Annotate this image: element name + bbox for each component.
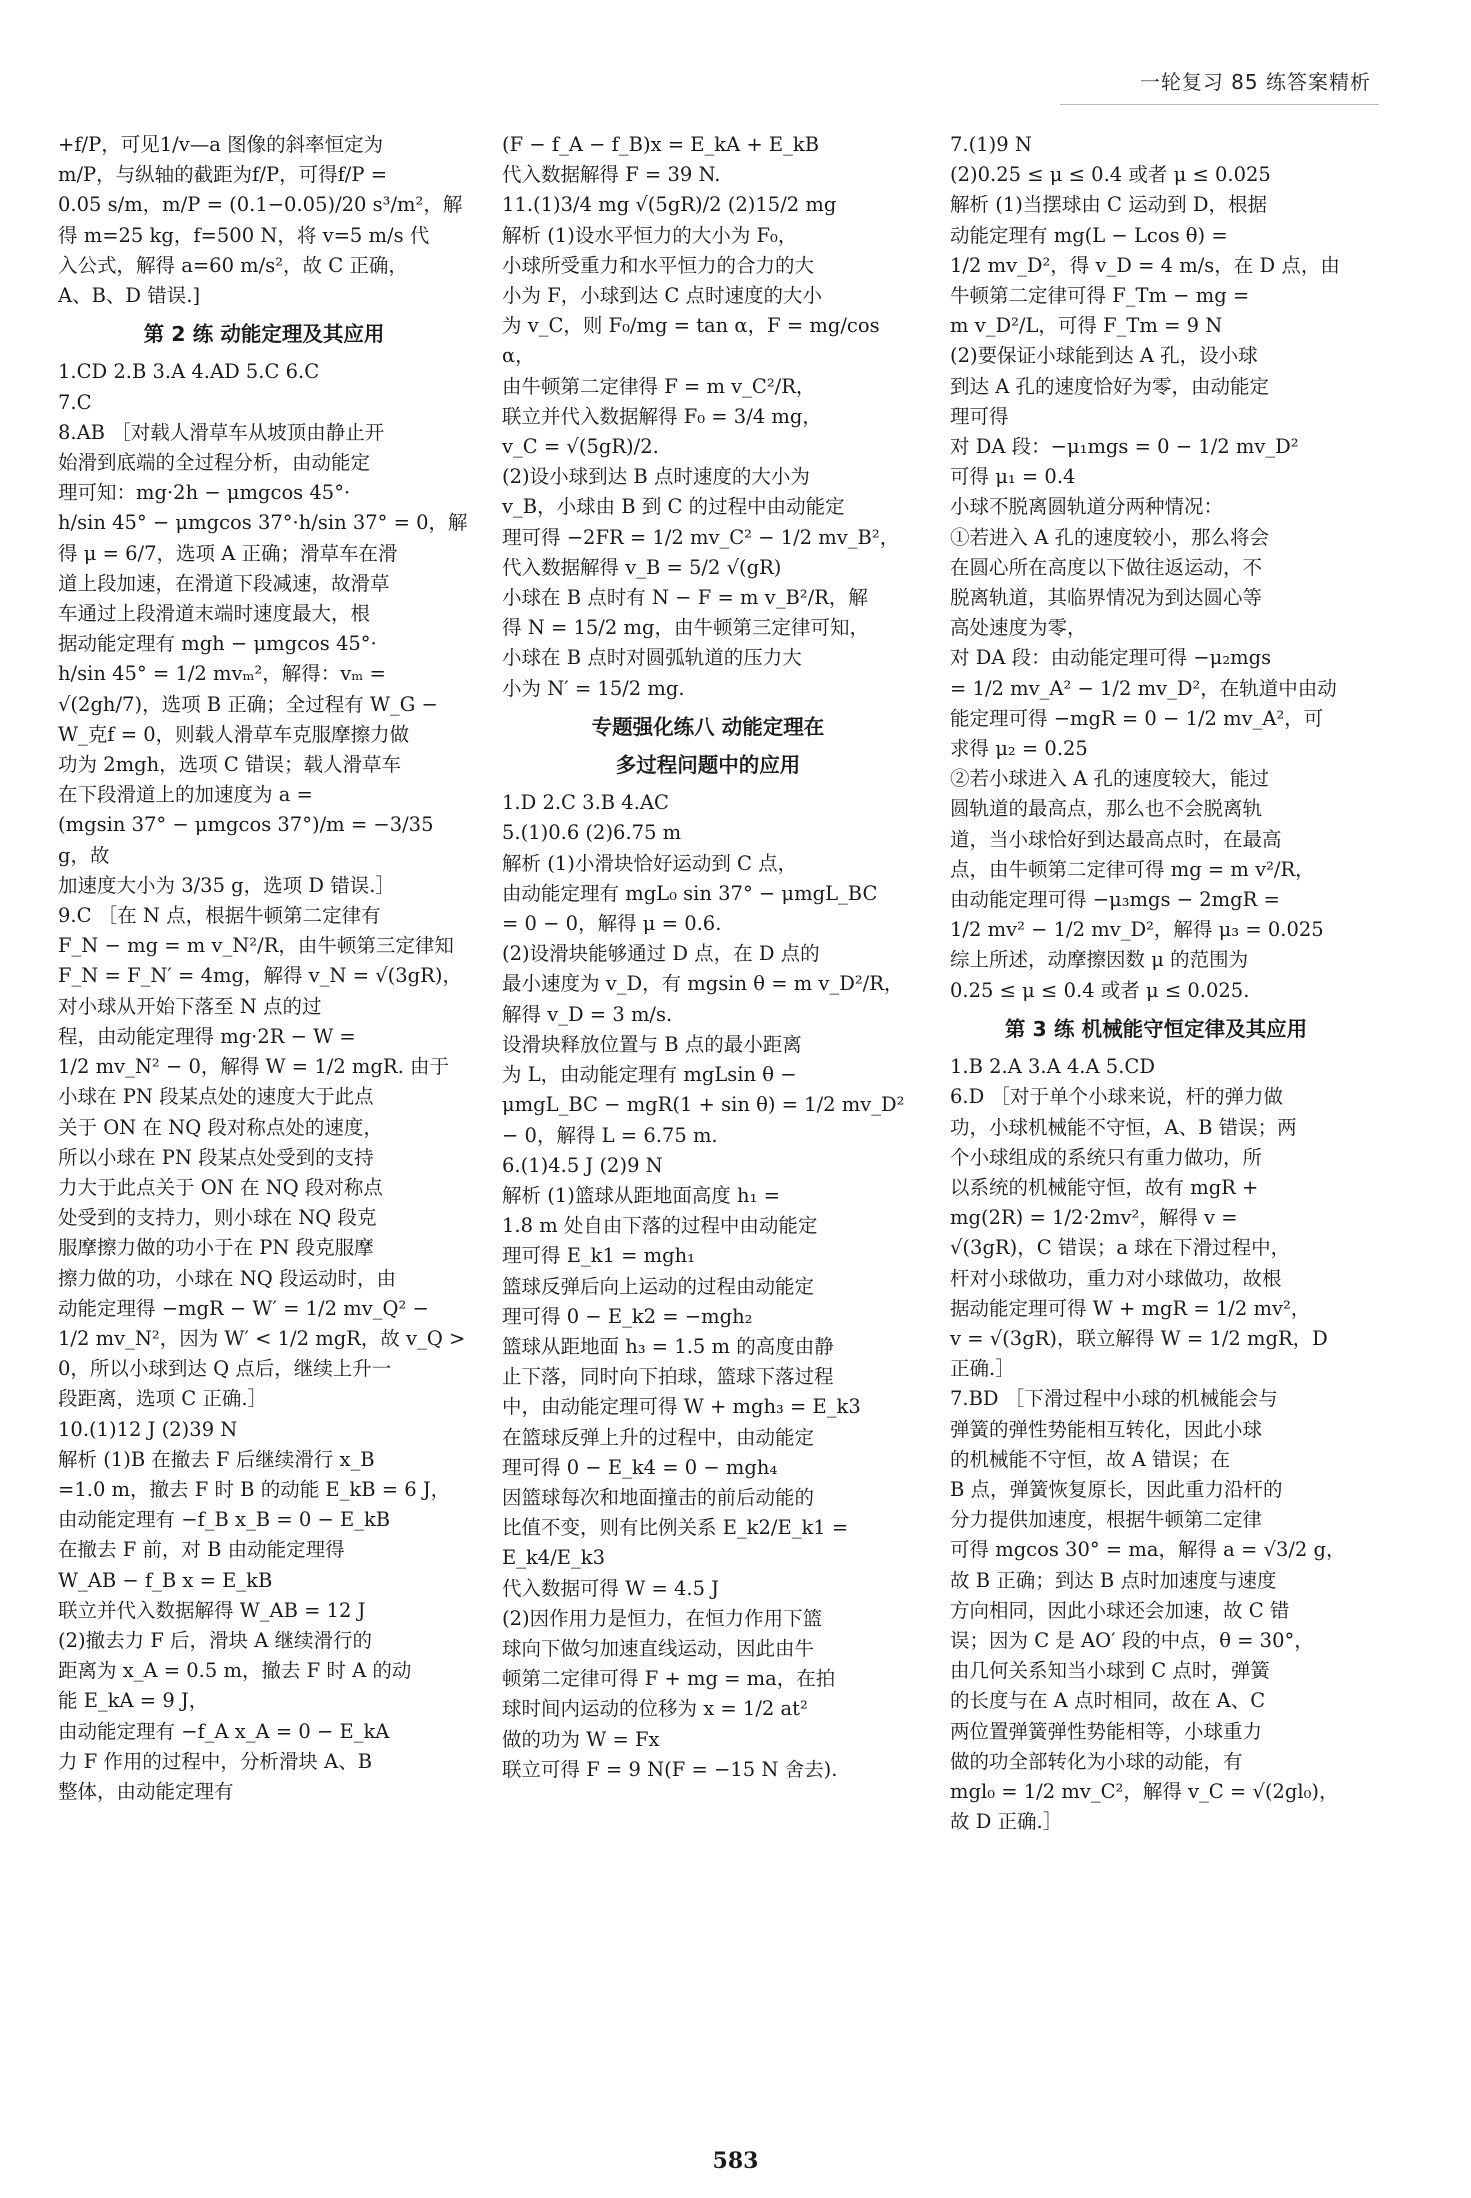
text-line: 擦力做的功，小球在 NQ 段运动时，由 <box>58 1266 396 1290</box>
text-line: 的长度与在 A 点时相同，故在 A、C <box>950 1689 1266 1713</box>
text-line: 加速度大小为 3/35 g，选项 D 错误.］ <box>58 873 395 897</box>
text-line: 对小球从开始下落至 N 点的过 <box>58 994 322 1018</box>
text-line: 0.05 s/m，m/P = (0.1−0.05)/20 s³/m²，解 <box>58 193 463 217</box>
text-line: (2)因作用力是恒力，在恒力作用下篮 <box>502 1606 823 1630</box>
text-line: 1/2 mv_D²，得 v_D = 4 m/s，在 D 点，由 <box>950 253 1340 277</box>
text-line: 为 L，由动能定理有 mgLsin θ − <box>502 1063 797 1087</box>
text-line: 两位置弹簧弹性势能相等，小球重力 <box>950 1719 1263 1743</box>
text-line: 可得 μ₁ = 0.4 <box>950 465 1076 489</box>
text-line: ①若进入 A 孔的速度较小，那么将会 <box>950 525 1269 549</box>
text-line: +f/P，可见1/v—a 图像的斜率恒定为 <box>58 133 384 156</box>
text-line: 处受到的支持力，则小球在 NQ 段克 <box>58 1206 377 1230</box>
text-line: 0，所以小球到达 Q 点后，继续上升一 <box>58 1357 392 1381</box>
text-line: 止下落，同时向下拍球，篮球下落过程 <box>502 1365 834 1389</box>
text-line: 道上段加速，在滑道下段减速，故滑草 <box>58 571 390 595</box>
text-line: 道，当小球恰好到达最高点时，在最高 <box>950 827 1282 851</box>
header-rule <box>1060 104 1379 105</box>
text-line: 据动能定理可得 W + mgR = 1/2 mv²， <box>950 1296 1311 1320</box>
text-line: 篮球反弹后向上运动的过程由动能定 <box>502 1274 815 1298</box>
middle-column <box>502 130 914 1785</box>
text-line: 在圆心所在高度以下做往返运动，不 <box>950 555 1263 579</box>
text-line: 0.25 ≤ μ ≤ 0.4 或者 μ ≤ 0.025. <box>950 978 1250 1002</box>
text-line: 对 DA 段：由动能定理可得 −μ₂mgs <box>950 646 1272 670</box>
text-line: 在下段滑道上的加速度为 a = <box>58 783 313 807</box>
text-line: 故 B 正确；到达 B 点时加速度与速度 <box>950 1568 1277 1592</box>
text-line: 解析 (1)设水平恒力的大小为 F₀， <box>502 223 798 247</box>
text-line: 代入数据可得 W = 4.5 J <box>502 1576 720 1600</box>
text-line: 得 N = 15/2 mg，由牛顿第三定律可知， <box>502 616 869 640</box>
text-line: 的机械能不守恒，故 A 错误；在 <box>950 1447 1230 1471</box>
text-line: 误；因为 C 是 AO′ 段的中点，θ = 30°， <box>950 1628 1314 1652</box>
running-title: 一轮复习 85 练答案精析 <box>1139 70 1371 94</box>
text-line: 小为 N′ = 15/2 mg. <box>502 676 685 700</box>
text-line: (2)要保证小球能到达 A 孔，设小球 <box>950 344 1258 368</box>
text-line: 小球在 B 点时有 N − F = m v_B²/R，解 <box>502 586 868 610</box>
text-line: 顿第二定律可得 F + mg = ma，在拍 <box>502 1667 836 1691</box>
page-number: 583 <box>712 2148 759 2174</box>
text-line: (2)设小球到达 B 点时速度的大小为 <box>502 465 810 489</box>
text-line: 中，由动能定理可得 W + mgh₃ = E_k3 <box>502 1395 861 1419</box>
text-line: 1.CD 2.B 3.A 4.AD 5.C 6.C <box>58 360 320 384</box>
text-line: W_克f = 0，则载人滑草车克服摩擦力做 <box>58 722 410 746</box>
text-line: 理可得 0 − E_k4 = 0 − mgh₄ <box>502 1455 778 1479</box>
text-line: 由动能定理有 −f_A x_A = 0 − E_kA <box>58 1719 390 1743</box>
text-line: 代入数据解得 F = 39 N. <box>502 163 721 187</box>
text-line: 理可得 <box>950 404 1009 428</box>
text-line: m/P，与纵轴的截距为f/P，可得f/P = <box>58 163 388 187</box>
text-line: 服摩擦力做的功小于在 PN 段克服摩 <box>58 1236 374 1260</box>
text-line: 球时间内运动的位移为 x = 1/2 at² <box>502 1697 808 1721</box>
text-line: 解析 (1)小滑块恰好运动到 C 点， <box>502 851 798 875</box>
text-line: W_AB − f_B x = E_kB <box>58 1568 273 1592</box>
text-line: 个小球组成的系统只有重力做功，所 <box>950 1145 1263 1169</box>
text-line: 解析 (1)B 在撤去 F 后继续滑行 x_B <box>58 1447 375 1471</box>
text-line: 正确.］ <box>950 1357 1015 1381</box>
text-line: 动能定理有 mg(L − Lcos θ) = <box>950 223 1228 247</box>
text-line: 故 D 正确.］ <box>950 1810 1063 1834</box>
text-line: ②若小球进入 A 孔的速度较大，能过 <box>950 767 1269 791</box>
text-line: 据动能定理有 mgh − μmgcos 45°· <box>58 632 377 656</box>
section-heading: 第 2 练 动能定理及其应用 <box>143 322 385 347</box>
text-line: (F − f_A − f_B)x = E_kA + E_kB <box>502 133 820 156</box>
text-line: 对 DA 段：−μ₁mgs = 0 − 1/2 mv_D² <box>950 435 1299 459</box>
text-line: (2)设滑块能够通过 D 点，在 D 点的 <box>502 942 820 966</box>
text-line: 可得 mgcos 30° = ma，解得 a = √3/2 g， <box>950 1538 1346 1562</box>
text-line: 6.D ［对于单个小球来说，杆的弹力做 <box>950 1085 1283 1109</box>
text-line: 小球不脱离圆轨道分两种情况： <box>950 495 1224 519</box>
text-line: 小为 F，小球到达 C 点时速度的大小 <box>502 284 823 308</box>
text-line: = 0 − 0，解得 μ = 0.6. <box>502 912 722 936</box>
text-line: 弹簧的弹性势能相互转化，因此小球 <box>950 1417 1263 1441</box>
text-line: A、B、D 错误.] <box>58 284 201 308</box>
text-line: 理可知：mg·2h − μmgcos 45°· <box>58 481 351 505</box>
text-line: 设滑块释放位置与 B 点的最小距离 <box>502 1032 802 1056</box>
section-heading: 多过程问题中的应用 <box>615 753 801 778</box>
text-line: 做的功全部转化为小球的动能，有 <box>950 1749 1243 1773</box>
text-line: 功为 2mgh，选项 C 错误；载人滑草车 <box>58 753 401 777</box>
text-line: 解得 v_D = 3 m/s. <box>502 1002 673 1026</box>
text-line: (2)撤去力 F 后，滑块 A 继续滑行的 <box>58 1628 373 1652</box>
section-heading: 第 3 练 机械能守恒定律及其应用 <box>1004 1016 1308 1041</box>
text-line: 1.D 2.C 3.B 4.AC <box>502 791 669 815</box>
text-line: 8.AB ［对载人滑草车从坡顶由静止开 <box>58 420 385 444</box>
text-line: (mgsin 37° − μmgcos 37°)/m = −3/35 g，故 <box>58 813 434 867</box>
text-line: 1.B 2.A 3.A 4.A 5.CD <box>950 1055 1155 1079</box>
text-line: 做的功为 W = Fx <box>502 1727 660 1751</box>
text-line: h/sin 45° = 1/2 mvₘ²，解得：vₘ = <box>58 662 386 686</box>
text-line: 牛顿第二定律可得 F_Tm − mg = <box>950 284 1250 308</box>
text-line: 为 v_C，则 F₀/mg = tan α，F = mg/cos α， <box>502 314 880 368</box>
text-line: 10.(1)12 J (2)39 N <box>58 1417 238 1441</box>
text-line: v = √(3gR)，联立解得 W = 1/2 mgR，D <box>950 1326 1328 1350</box>
text-line: 理可得 −2FR = 1/2 mv_C² − 1/2 mv_B²， <box>502 525 900 549</box>
text-line: (2)0.25 ≤ μ ≤ 0.4 或者 μ ≤ 0.025 <box>950 163 1271 187</box>
text-line: 代入数据解得 v_B = 5/2 √(gR) <box>502 555 782 579</box>
text-line: B 点，弹簧恢复原长，因此重力沿杆的 <box>950 1477 1283 1501</box>
text-line: 因篮球每次和地面撞击的前后动能的 <box>502 1485 815 1509</box>
text-line: 求得 μ₂ = 0.25 <box>950 737 1088 761</box>
text-line: 由动能定理可得 −μ₃mgs − 2mgR = <box>950 888 1280 912</box>
text-line: 高处速度为零， <box>950 616 1087 640</box>
text-line: 段距离，选项 C 正确.］ <box>58 1387 268 1411</box>
text-line: 得 μ = 6/7，选项 A 正确；滑草车在滑 <box>58 541 398 565</box>
text-line: 入公式，解得 a=60 m/s²，故 C 正确， <box>58 253 408 277</box>
text-line: 球向下做匀加速直线运动，因此由牛 <box>502 1636 815 1660</box>
text-line: 小球所受重力和水平恒力的合力的大 <box>502 253 815 277</box>
text-line: 力 F 作用的过程中，分析滑块 A、B <box>58 1749 373 1773</box>
text-line: √(3gR)，C 错误；a 球在下滑过程中， <box>950 1236 1291 1260</box>
text-line: 由动能定理有 −f_B x_B = 0 − E_kB <box>58 1508 391 1532</box>
text-line: 篮球从距地面 h₃ = 1.5 m 的高度由静 <box>502 1334 834 1358</box>
text-line: 杆对小球做功，重力对小球做功，故根 <box>950 1266 1282 1290</box>
text-line: 7.C <box>58 390 92 414</box>
left-column <box>58 130 470 1807</box>
text-line: mg(2R) = 1/2·2mv²，解得 v = <box>950 1206 1238 1230</box>
text-line: 7.(1)9 N <box>950 133 1032 156</box>
text-line: 到达 A 孔的速度恰好为零，由动能定 <box>950 374 1269 398</box>
section-heading: 专题强化练八 动能定理在 <box>591 714 825 739</box>
text-line: 力大于此点关于 ON 在 NQ 段对称点 <box>58 1175 383 1199</box>
text-line: 11.(1)3/4 mg √(5gR)/2 (2)15/2 mg <box>502 193 837 217</box>
text-line: 小球在 B 点时对圆弧轨道的压力大 <box>502 646 802 670</box>
text-line: 在篮球反弹上升的过程中，由动能定 <box>502 1425 815 1449</box>
text-line: 关于 ON 在 NQ 段对称点处的速度， <box>58 1115 383 1139</box>
text-line: 方向相同，因此小球还会加速，故 C 错 <box>950 1598 1290 1622</box>
text-line: h/sin 45° − μmgcos 37°·h/sin 37° = 0，解 <box>58 511 468 535</box>
text-line: 5.(1)0.6 (2)6.75 m <box>502 821 682 845</box>
text-line: 比值不变，则有比例关系 E_k2/E_k1 = E_k4/E_k3 <box>502 1516 849 1570</box>
text-line: √(2gh/7)，选项 B 正确；全过程有 W_G − <box>58 692 438 716</box>
text-line: − 0，解得 L = 6.75 m. <box>502 1123 718 1147</box>
text-line: 1.8 m 处自由下落的过程中由动能定 <box>502 1214 818 1238</box>
text-line: 最小速度为 v_D，有 mgsin θ = m v_D²/R， <box>502 972 904 996</box>
text-line: 由动能定理有 mgL₀ sin 37° − μmgL_BC <box>502 881 878 905</box>
text-line: μmgL_BC − mgR(1 + sin θ) = 1/2 mv_D² <box>502 1093 905 1117</box>
right-column <box>950 130 1362 1837</box>
text-line: = 1/2 mv_A² − 1/2 mv_D²，在轨道中由动 <box>950 676 1337 700</box>
text-line: 解析 (1)当摆球由 C 运动到 D，根据 <box>950 193 1267 217</box>
text-line: 距离为 x_A = 0.5 m，撤去 F 时 A 的动 <box>58 1659 412 1683</box>
text-line: 能 E_kA = 9 J， <box>58 1689 209 1713</box>
text-line: 车通过上段滑道末端时速度最大，根 <box>58 602 371 626</box>
text-line: 整体，由动能定理有 <box>58 1779 234 1803</box>
text-line: 在撤去 F 前，对 B 由动能定理得 <box>58 1538 345 1562</box>
text-line: 始滑到底端的全过程分析，由动能定 <box>58 451 371 475</box>
text-line: 由牛顿第二定律得 F = m v_C²/R， <box>502 374 816 398</box>
text-line: 分力提供加速度，根据牛顿第二定律 <box>950 1508 1263 1532</box>
text-line: 9.C ［在 N 点，根据牛顿第二定律有 <box>58 904 381 928</box>
text-line: 以系统的机械能守恒，故有 mgR + <box>950 1175 1259 1199</box>
text-line: m v_D²/L，可得 F_Tm = 9 N <box>950 314 1223 338</box>
text-line: 由几何关系知当小球到 C 点时，弹簧 <box>950 1659 1270 1683</box>
text-line: 脱离轨道，其临界情况为到达圆心等 <box>950 586 1263 610</box>
text-line: 能定理可得 −mgR = 0 − 1/2 mv_A²，可 <box>950 706 1324 730</box>
text-line: 联立并代入数据解得 W_AB = 12 J <box>58 1598 366 1622</box>
text-line: 所以小球在 PN 段某点处受到的支持 <box>58 1145 374 1169</box>
text-line: mgl₀ = 1/2 mv_C²，解得 v_C = √(2gl₀)， <box>950 1779 1339 1803</box>
text-line: 解析 (1)篮球从距地面高度 h₁ = <box>502 1183 780 1207</box>
text-line: v_B，小球由 B 到 C 的过程中由动能定 <box>502 495 845 519</box>
text-line: 圆轨道的最高点，那么也不会脱离轨 <box>950 797 1263 821</box>
text-line: 点，由牛顿第二定律可得 mg = m v²/R， <box>950 857 1315 881</box>
text-line: =1.0 m，撤去 F 时 B 的动能 E_kB = 6 J， <box>58 1477 451 1501</box>
text-line: v_C = √(5gR)/2. <box>502 435 659 459</box>
text-line: F_N − mg = m v_N²/R，由牛顿第三定律知 <box>58 934 454 958</box>
text-line: 动能定理得 −mgR − W′ = 1/2 mv_Q² − <box>58 1296 429 1320</box>
text-line: 理可得 E_k1 = mgh₁ <box>502 1244 695 1268</box>
text-line: 得 m=25 kg，f=500 N，将 v=5 m/s 代 <box>58 223 430 247</box>
text-line: 7.BD ［下滑过程中小球的机械能会与 <box>950 1387 1278 1411</box>
text-line: 小球在 PN 段某点处的速度大于此点 <box>58 1085 374 1109</box>
text-line: 综上所述，动摩擦因数 μ 的范围为 <box>950 948 1249 972</box>
text-line: 1/2 mv_N²，因为 W′ < 1/2 mgR，故 v_Q > <box>58 1326 466 1350</box>
text-line: F_N = F_N′ = 4mg，解得 v_N = √(3gR)， <box>58 964 462 988</box>
text-line: 联立并代入数据解得 F₀ = 3/4 mg， <box>502 404 822 428</box>
text-line: 1/2 mv² − 1/2 mv_D²，解得 μ₃ = 0.025 <box>950 918 1324 942</box>
text-line: 功，小球机械能不守恒，A、B 错误；两 <box>950 1115 1297 1139</box>
text-line: 联立可得 F = 9 N(F = −15 N 舍去). <box>502 1757 838 1781</box>
text-line: 理可得 0 − E_k2 = −mgh₂ <box>502 1304 753 1328</box>
text-line: 6.(1)4.5 J (2)9 N <box>502 1153 663 1177</box>
text-line: 程，由动能定理得 mg·2R − W = <box>58 1024 356 1048</box>
text-line: 1/2 mv_N² − 0，解得 W = 1/2 mgR. 由于 <box>58 1055 449 1079</box>
